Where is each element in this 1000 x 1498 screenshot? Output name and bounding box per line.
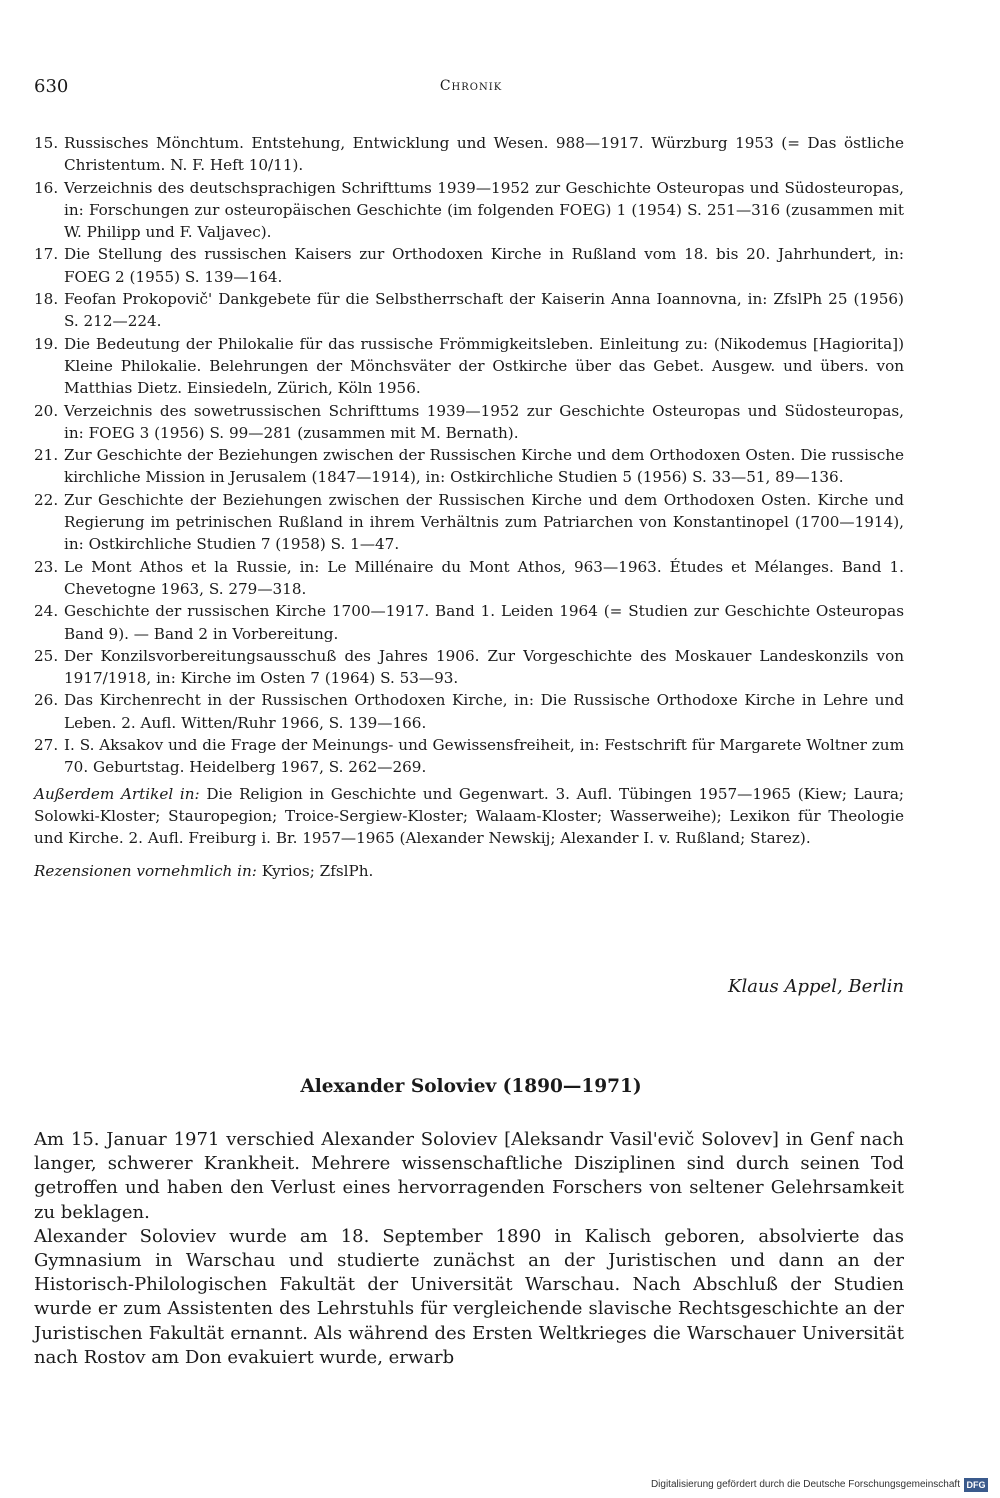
- additional-articles: [34, 783, 904, 850]
- bibliography-entry: [34, 333, 904, 400]
- entry-number: 25.: [34, 646, 59, 665]
- entry-number: 16.: [34, 178, 59, 197]
- entry-text: Russisches Mönchtum. Entstehung, Entwicklung und Wesen. 988—1917. Würzburg 1953 (= Das östliche Christentum. N. F. Heft 10/11).: [64, 134, 904, 175]
- entry-number: 23.: [34, 557, 59, 576]
- entry-number: 20.: [34, 401, 59, 420]
- bibliography-entry: [34, 600, 904, 645]
- bibliography-entry: [34, 489, 904, 556]
- bibliography-entry: [34, 243, 904, 288]
- entry-text: Verzeichnis des deutschsprachigen Schrifttums 1939—1952 zur Geschichte Osteuropas und Südosteuropas, in: Forschungen zur osteuropäischen Geschichte (im folgenden FOEG) 1 (1954) S. 251—316 (zusammen mit W. Philipp und F. Valjavec).: [64, 178, 904, 242]
- obituary-body: [34, 1128, 904, 1370]
- reviews-label: Rezensionen vornehmlich in:: [34, 861, 257, 880]
- entry-number: 18.: [34, 290, 59, 309]
- running-head: Chronik: [439, 78, 503, 94]
- entry-number: 27.: [34, 736, 59, 755]
- dfg-logo: DFG: [964, 1478, 988, 1492]
- entry-text: Die Bedeutung der Philokalie für das russische Frömmigkeitsleben. Einleitung zu: (Nikodemus [Hagiorita]) Kleine Philokalie. Belehrungen der Mönchsväter der Ostkirche über das Gebet. Ausgew. und übers. von Matthias Dietz. Einsiedeln, Zürich, Köln 1956.: [64, 334, 904, 398]
- bibliography-entry: [34, 444, 904, 489]
- bibliography-entry: [34, 400, 904, 445]
- digitization-credit: Digitalisierung gefördert durch die Deutsche Forschungsgemeinschaft: [650, 1479, 960, 1490]
- obituary-paragraph: Am 15. Januar 1971 verschied Alexander Soloviev [Aleksandr Vasil'evič Solovev] in Genf nach langer, schwerer Krankheit. Mehrere wissenschaftliche Disziplinen sind durch seinen Tod getroffen und haben den Verlust eines hervorragenden Forschers von seltener Gelehrsamkeit zu beklagen.: [34, 1129, 904, 1223]
- entry-text: Feofan Prokopovič' Dankgebete für die Selbstherrschaft der Kaiserin Anna Ioannovna, in: ZfslPh 25 (1956) S. 212—224.: [64, 290, 904, 331]
- bibliography-entry: [34, 132, 904, 177]
- bibliography-entry: [34, 734, 904, 779]
- bibliography-entry: [34, 645, 904, 690]
- bibliography-entry: [34, 288, 904, 333]
- entry-text: Verzeichnis des sowetrussischen Schrifttums 1939—1952 zur Geschichte Osteuropas und Südosteuropas, in: FOEG 3 (1956) S. 99—281 (zusammen mit M. Bernath).: [64, 401, 904, 442]
- entry-number: 26.: [34, 691, 59, 710]
- page-number: 630: [34, 76, 69, 97]
- entry-text: Das Kirchenrecht in der Russischen Orthodoxen Kirche, in: Die Russische Orthodoxe Kirche in Lehre und Leben. 2. Aufl. Witten/Ruhr 1966, S. 139—166.: [64, 691, 904, 732]
- entry-text: Die Stellung des russischen Kaisers zur Orthodoxen Kirche in Rußland vom 18. bis 20. Jahrhundert, in: FOEG 2 (1955) S. 139—164.: [64, 245, 904, 286]
- additional-articles-label: Außerdem Artikel in:: [34, 784, 200, 803]
- obituary-paragraph: Alexander Soloviev wurde am 18. September 1890 in Kalisch geboren, absolvierte das Gymnasium in Warschau und studierte zunächst an der Juristischen und dann an der Historisch-Philologischen Fakultät der Universität Warschau. Nach Abschluß der Studien wurde er zum Assistenten des Lehrstuhls für vergleichende slavische Rechtsgeschichte an der Juristischen Fakultät ernannt. Als während des Ersten Weltkrieges die Warschauer Universität nach Rostov am Don evakuiert wurde, erwarb: [34, 1225, 904, 1368]
- bibliography-entry: [34, 556, 904, 601]
- entry-text: Zur Geschichte der Beziehungen zwischen der Russischen Kirche und dem Orthodoxen Osten. Die russische kirchliche Mission in Jerusalem (1847—1914), in: Ostkirchliche Studien 5 (1956) S. 33—51, 89—136.: [64, 446, 904, 487]
- bibliography-entry: [34, 177, 904, 244]
- reviews-text: Kyrios; ZfslPh.: [261, 861, 374, 880]
- obituary-title: Alexander Soloviev (1890—1971): [300, 1076, 642, 1097]
- entry-text: I. S. Aksakov und die Frage der Meinungs- und Gewissensfreiheit, in: Festschrift für Margarete Woltner zum 70. Geburtstag. Heidelberg 1967, S. 262—269.: [64, 736, 904, 777]
- bibliography-list: [34, 132, 904, 882]
- reviews-note: [34, 860, 904, 882]
- entry-text: Zur Geschichte der Beziehungen zwischen der Russischen Kirche und dem Orthodoxen Osten. Kirche und Regierung im petrinischen Rußland in ihrem Verhältnis zum Patriarchen von Konstantinopel (1700—1914), in: Ostkirchliche Studien 7 (1958) S. 1—47.: [64, 490, 904, 554]
- entry-number: 19.: [34, 334, 59, 353]
- entry-number: 17.: [34, 245, 59, 264]
- page-header: [34, 76, 908, 100]
- additional-articles-text: Die Religion in Geschichte und Gegenwart. 3. Aufl. Tübingen 1957—1965 (Kiew; Laura; Solowki-Kloster; Stauropegion; Troice-Sergiew-Kloster; Walaam-Kloster; Wasserweihe); Lexikon für Theologie und Kirche. 2. Aufl. Freiburg i. Br. 1957—1965 (Alexander Newskij; Alexander I. v. Rußland; Starez).: [34, 784, 904, 848]
- entry-number: 24.: [34, 602, 59, 621]
- entry-number: 22.: [34, 490, 59, 509]
- entry-text: Geschichte der russischen Kirche 1700—1917. Band 1. Leiden 1964 (= Studien zur Geschichte Osteuropas Band 9). — Band 2 in Vorbereitung.: [64, 602, 904, 643]
- entry-text: Der Konzilsvorbereitungsausschuß des Jahres 1906. Zur Vorgeschichte des Moskauer Landeskonzils von 1917/1918, in: Kirche im Osten 7 (1964) S. 53—93.: [64, 646, 904, 688]
- entry-number: 21.: [34, 446, 59, 465]
- entry-number: 15.: [34, 134, 59, 152]
- author-signature: Klaus Appel, Berlin: [728, 976, 904, 997]
- entry-text: Le Mont Athos et la Russie, in: Le Millénaire du Mont Athos, 963—1963. Études et Mélanges. Band 1. Chevetogne 1963, S. 279—318.: [64, 557, 904, 598]
- bibliography-entry: [34, 689, 904, 734]
